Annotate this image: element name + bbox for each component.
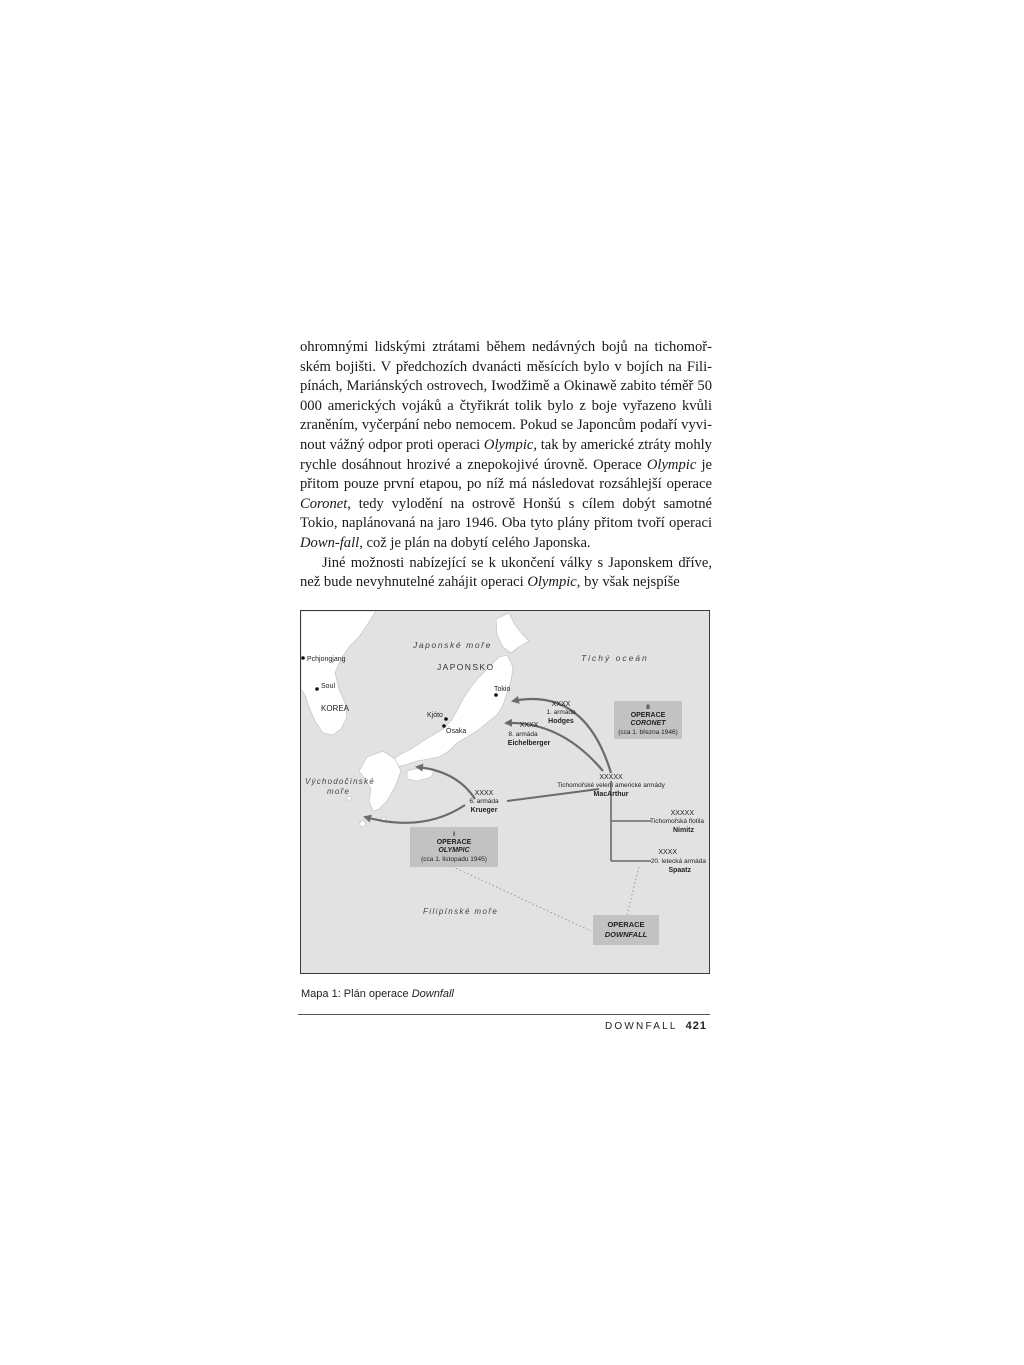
unit-air-force-commander: Spaatz — [668, 867, 691, 874]
page-footer — [605, 1020, 707, 1032]
operation-coronet-num: II — [646, 704, 650, 711]
unit-sixth-army-name: 6. armáda — [469, 798, 499, 805]
operation-coronet-name: CORONET — [630, 720, 666, 727]
text-run: , což je plán na dobytí celého Japonska. — [359, 534, 591, 551]
city-dot-seoul — [315, 687, 319, 691]
country-label-japan: JAPONSKO — [437, 662, 495, 672]
map-figure — [300, 610, 710, 974]
unit-pacific-command-name: Tichomořské velení americké armády — [557, 782, 665, 789]
sea-label-east-china-1: Východočínské — [305, 777, 375, 786]
sea-label-east-china-2: moře — [327, 787, 351, 796]
text-run-italic: Olympic — [527, 574, 577, 591]
unit-first-army-commander: Hodges — [548, 718, 574, 725]
text-run: Jiné možnosti nabízející se k ukončení války s Japonskem dříve, než bude nevyhnutelné zahájit operaci — [300, 554, 712, 591]
city-label-seoul: Soul — [321, 683, 336, 690]
city-label-pyongyang: Pchjongjang — [307, 656, 346, 663]
unit-pacific-fleet-symbol: XXXXX — [670, 810, 694, 817]
unit-eighth-army-name: 8. armáda — [508, 731, 538, 738]
city-dot-tokyo — [494, 693, 498, 697]
map-caption — [301, 988, 454, 1000]
caption-prefix: Mapa 1: Plán operace — [301, 988, 412, 1000]
unit-eighth-army-commander: Eichelberger — [507, 740, 551, 747]
unit-air-force-symbol: XXXX — [658, 849, 677, 856]
unit-pacific-command-symbol: XXXXX — [599, 774, 623, 781]
city-dot-kyoto — [444, 717, 448, 721]
caption-italic: Downfall — [411, 988, 454, 1000]
city-dot-pyongyang — [301, 656, 305, 660]
operation-olympic-num: I — [453, 831, 455, 838]
operation-coronet-date: (cca 1. března 1946) — [618, 729, 678, 736]
city-label-tokyo: Tokio — [494, 686, 511, 693]
unit-first-army-name: 1. armáda — [546, 709, 576, 716]
unit-eighth-army-symbol: XXXX — [519, 722, 539, 729]
operation-downfall-label: OPERACE — [607, 920, 645, 929]
running-title: DOWNFALL — [605, 1021, 678, 1032]
text-run-italic: Olympic — [646, 456, 697, 473]
city-label-osaka: Ósaka — [446, 728, 467, 735]
unit-pacific-fleet-name: Tichomořská flotila — [650, 818, 704, 825]
body-text — [300, 338, 712, 593]
unit-first-army-symbol: XXXX — [551, 701, 571, 708]
sea-label-japan: Japonské moře — [413, 640, 492, 650]
operation-olympic-label: OPERACE — [436, 839, 472, 846]
unit-sixth-army-symbol: XXXX — [474, 790, 494, 797]
unit-air-force-name: 20. letecká armáda — [650, 858, 706, 865]
body-paragraph — [300, 554, 712, 593]
city-label-kyoto: Kjóto — [427, 712, 443, 719]
sea-label-philippine: Filipínské moře — [423, 907, 499, 916]
sea-label-pacific: Tichý oceán — [581, 653, 649, 663]
text-run: , tedy vylodění na ostrově Honšú s cílem dobýt samotné Tokio, naplánovaná na jaro 1946. Oba tyto plány přitom tvoří operaci — [300, 495, 712, 532]
text-run-italic: Olympic — [483, 436, 534, 453]
page-number: 421 — [685, 1020, 707, 1032]
footer-rule — [298, 1014, 710, 1015]
country-label-korea: KOREA — [321, 704, 350, 713]
operation-olympic-name: OLYMPIC — [438, 847, 470, 854]
unit-sixth-army-commander: Krueger — [470, 807, 498, 814]
unit-pacific-fleet-commander: Nimitz — [673, 827, 694, 834]
text-run-italic: Down-fall — [300, 534, 360, 551]
text-run-italic: Coronet — [300, 495, 348, 512]
text-run: ohromnými lidskými ztrátami během nedávných bojů na tichomoř-ském bojišti. V předchozích dvanácti měsících bylo v bojích na Fili-pínách, Mariánských ostrovech, Iwodžimě a Okinawě zabito téměř 50 000 amerických vojáků a čtyřikrát tolik bylo z boje vyřazeno kvůli zraněním, vyčerpání nebo nemocem. Pokud se Japoncům podaří vyvi-nout vážný odpor proti operaci — [300, 339, 712, 453]
text-run: , tak by americké ztráty mohly rychle dosáhnout hrozivé a znepokojivé úrovně. Operace — [300, 436, 712, 473]
map-svg — [301, 611, 710, 974]
text-run: , by však nejspíše — [576, 574, 680, 591]
body-paragraph — [300, 338, 712, 554]
text-run: je přitom pouze první etapou, po níž má následovat rozsáhlejší operace — [300, 456, 712, 493]
operation-downfall-name: DOWNFALL — [604, 930, 648, 939]
unit-pacific-command-commander: MacArthur — [593, 791, 629, 798]
operation-coronet-label: OPERACE — [630, 712, 666, 719]
operation-olympic-date: (cca 1. listopadu 1945) — [421, 856, 487, 863]
